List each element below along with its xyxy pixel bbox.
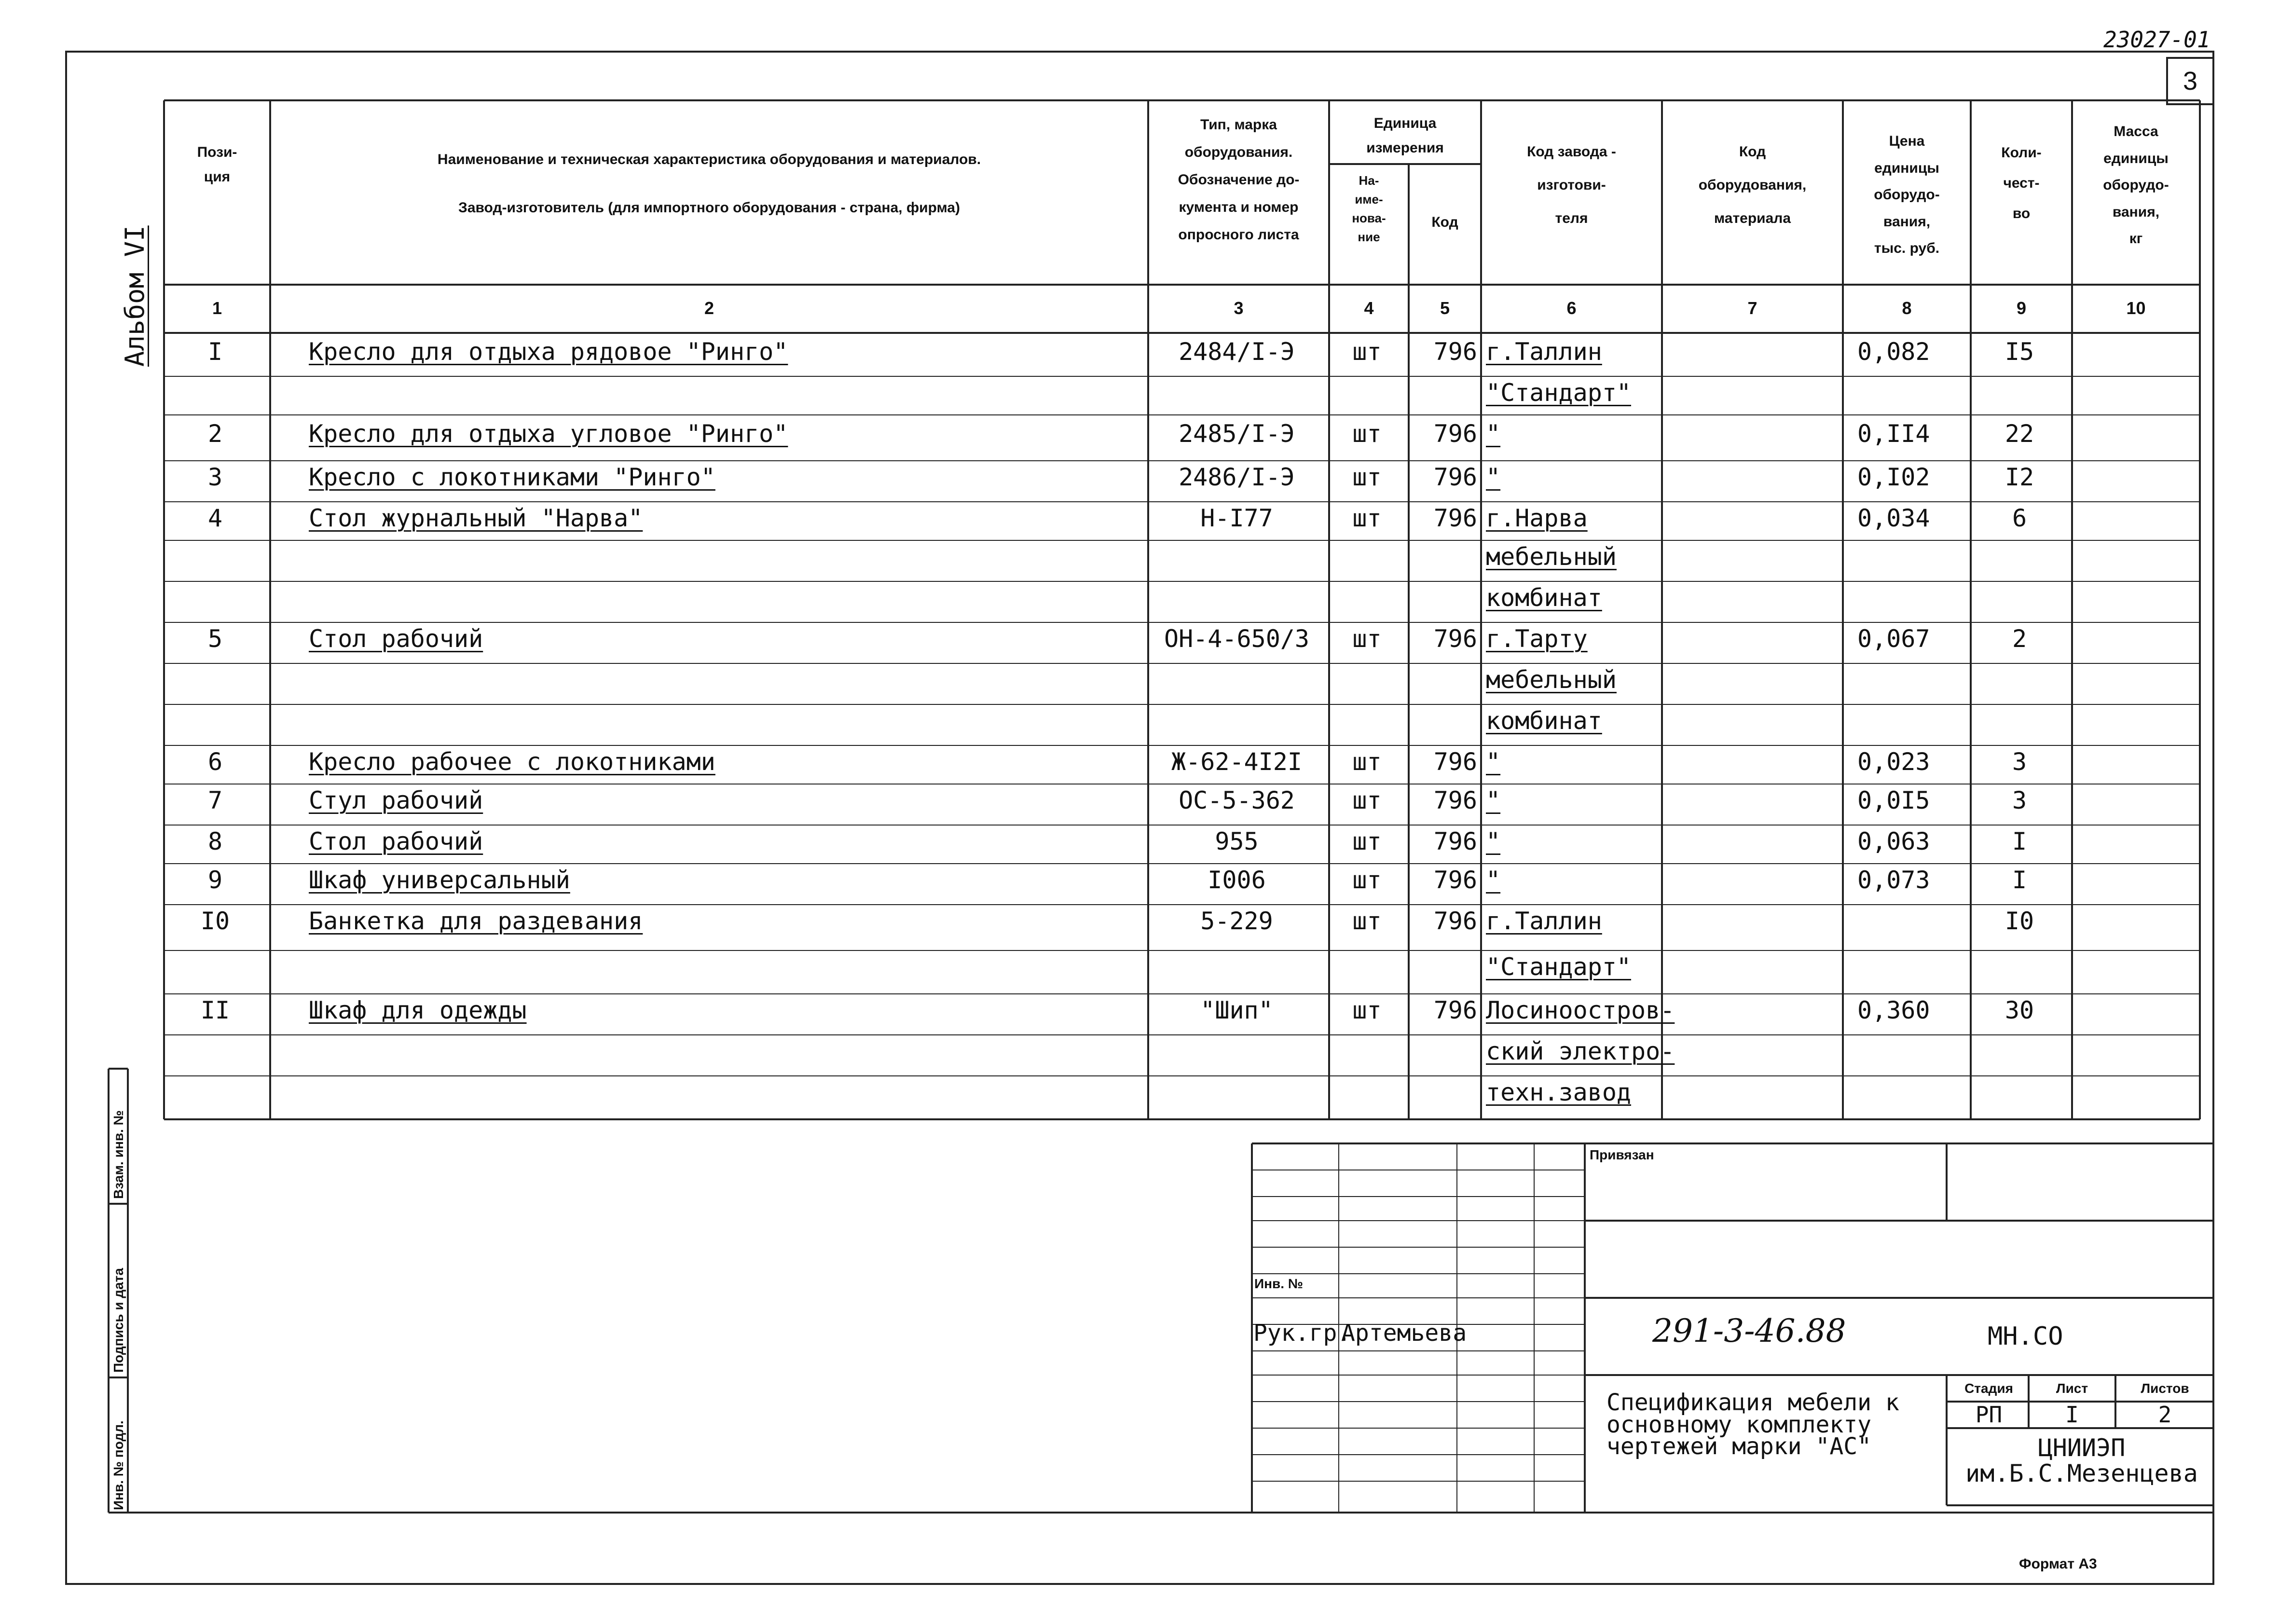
cell-qty: I2 <box>2004 463 2034 491</box>
header-plant: Код завода - изготови- теля <box>1527 144 1616 226</box>
cell-qty: 6 <box>2012 504 2027 532</box>
cell-name: Кресло с локотниками "Ринго" <box>309 463 715 491</box>
cell-type: I006 <box>1208 866 1266 894</box>
col-num-2: 2 <box>704 298 714 318</box>
header-unit-code: Код <box>1431 214 1458 230</box>
cell-pos: 8 <box>207 827 223 855</box>
col-num-6: 6 <box>1566 298 1577 318</box>
col-num-4: 4 <box>1364 298 1374 318</box>
cell-name: Кресло рабочее с локотниками <box>309 748 715 776</box>
cell-qty: I0 <box>2004 907 2034 935</box>
cell-plant: " <box>1486 420 1501 448</box>
cell-name: Банкетка для раздевания <box>309 907 643 935</box>
header-unit-name: На- име- нова- ние <box>1352 173 1386 244</box>
cell-type: 2486/I-Э <box>1179 463 1295 491</box>
cell-code: 796 <box>1433 827 1477 855</box>
cell-qty: 3 <box>2012 786 2027 814</box>
stamp-doc-code: 291-3-46.88 <box>1652 1312 1846 1349</box>
cell-price: 0,I02 <box>1857 463 1930 491</box>
header-qty: Коли- чест- во <box>2001 145 2042 221</box>
cell-name: Стол журнальный "Нарва" <box>309 504 643 532</box>
cell-price: 0,II4 <box>1857 420 1930 448</box>
cell-code: 796 <box>1433 786 1477 814</box>
cell-plant: комбинат <box>1486 707 1602 735</box>
cell-code: 796 <box>1433 338 1477 366</box>
cell-qty: 30 <box>2004 996 2034 1024</box>
side-label-replacement: Взам. инв. № <box>111 1110 126 1199</box>
cell-type: Ж-62-4I2I <box>1171 748 1302 776</box>
header-type: Тип, марка оборудования. Обозначение до- кумента и номер опросного листа <box>1178 117 1300 243</box>
stamp-stage: РП <box>1975 1402 2003 1428</box>
cell-qty: 2 <box>2012 625 2027 653</box>
header-mass: Масса единицы оборудо- вания, кг <box>2103 124 2169 247</box>
stamp-stage-label: Стадия <box>1964 1381 2013 1396</box>
header-name-line2: Завод-изготовитель (для импортного оборудования - страна, фирма) <box>458 200 960 216</box>
cell-pos: 6 <box>207 748 223 776</box>
cell-code: 796 <box>1433 996 1477 1024</box>
cell-code: 796 <box>1433 463 1477 491</box>
cell-unit: шт <box>1352 504 1382 532</box>
cell-pos: 4 <box>207 504 223 532</box>
cell-qty: I5 <box>2004 338 2034 366</box>
format-label: Формат А3 <box>2019 1556 2097 1572</box>
stamp-linked: Привязан <box>1590 1147 1654 1162</box>
cell-price: 0,067 <box>1857 625 1930 653</box>
cell-price: 0,023 <box>1857 748 1930 776</box>
cell-type: 2484/I-Э <box>1179 338 1295 366</box>
cell-pos: 9 <box>207 866 223 894</box>
cell-price: 0,034 <box>1857 504 1930 532</box>
header-name-line1: Наименование и техническая характеристика оборудования и материалов. <box>437 151 981 167</box>
cell-plant: " <box>1486 748 1501 776</box>
col-num-9: 9 <box>2016 298 2027 318</box>
stamp-title: Спецификация мебели к основному комплекту чертежей марки "АС" <box>1606 1389 1899 1460</box>
stamp-inv-no: Инв. № <box>1254 1276 1304 1291</box>
cell-name: Шкаф для одежды <box>309 996 527 1024</box>
cell-qty: 3 <box>2012 748 2027 776</box>
cell-unit: шт <box>1352 827 1382 855</box>
cell-type: ОН-4-650/3 <box>1164 625 1310 653</box>
cell-unit: шт <box>1352 625 1382 653</box>
cell-unit: шт <box>1352 748 1382 776</box>
header-price: Цена единицы оборудо- вания, тыс. руб. <box>1874 133 1940 256</box>
cell-code: 796 <box>1433 504 1477 532</box>
album-label: Альбом VI <box>120 225 150 367</box>
cell-pos: II <box>200 996 230 1024</box>
cell-qty: 22 <box>2004 420 2034 448</box>
col-num-7: 7 <box>1747 298 1757 318</box>
stamp-sheets-label: Листов <box>2141 1381 2189 1396</box>
cell-price: 0,0I5 <box>1857 786 1930 814</box>
stamp-role: Рук.гр. <box>1253 1320 1351 1347</box>
stamp-org: ЦНИИЭП им.Б.С.Мезенцева <box>1965 1434 2198 1487</box>
sheet-corner-number: 3 <box>2166 57 2214 105</box>
col-num-5: 5 <box>1440 298 1450 318</box>
cell-plant: Лосиноостров- <box>1486 996 1675 1024</box>
side-label-signature-date: Подпись и дата <box>111 1268 126 1373</box>
cell-qty: I <box>2012 827 2027 855</box>
cell-name: Кресло для отдыха угловое "Ринго" <box>309 420 788 448</box>
cell-pos: I <box>207 338 223 366</box>
cell-unit: шт <box>1352 420 1382 448</box>
stamp-mark: МН.СО <box>1988 1322 2063 1351</box>
cell-plant: комбинат <box>1486 584 1602 612</box>
side-label-original-inv: Инв. № подл. <box>111 1420 126 1510</box>
header-unit: Единица измерения <box>1366 115 1444 156</box>
cell-code: 796 <box>1433 866 1477 894</box>
cell-type: 5-229 <box>1200 907 1273 935</box>
cell-plant: " <box>1486 463 1501 491</box>
cell-plant: мебельный <box>1486 543 1617 571</box>
cell-pos: 2 <box>207 420 223 448</box>
cell-plant: "Стандарт" <box>1486 953 1632 981</box>
cell-unit: шт <box>1352 866 1382 894</box>
cell-plant: техн.завод <box>1486 1078 1632 1106</box>
cell-price: 0,073 <box>1857 866 1930 894</box>
cell-plant: г.Таллин <box>1486 338 1602 366</box>
top-code: 23027-01 <box>2103 27 2210 53</box>
col-num-10: 10 <box>2126 298 2146 318</box>
cell-unit: шт <box>1352 996 1382 1024</box>
col-num-1: 1 <box>212 298 222 318</box>
cell-plant: " <box>1486 786 1501 814</box>
cell-plant: "Стандарт" <box>1486 379 1632 407</box>
stamp-sheet: I <box>2065 1402 2079 1428</box>
cell-name: Шкаф универсальный <box>309 866 570 894</box>
cell-pos: 3 <box>207 463 223 491</box>
cell-code: 796 <box>1433 907 1477 935</box>
cell-type: 2485/I-Э <box>1179 420 1295 448</box>
cell-plant: ский электро- <box>1486 1037 1675 1065</box>
header-pos: Пози- ция <box>197 144 237 185</box>
cell-type: ОС-5-362 <box>1179 786 1295 814</box>
header-equip-code: Код оборудования, материала <box>1698 144 1807 226</box>
cell-price: 0,360 <box>1857 996 1930 1024</box>
cell-type: "Шип" <box>1200 996 1273 1024</box>
stamp-sheet-label: Лист <box>2056 1381 2088 1396</box>
cell-name: Стол рабочий <box>309 827 483 855</box>
cell-pos: 5 <box>207 625 223 653</box>
cell-type: 955 <box>1215 827 1259 855</box>
col-num-3: 3 <box>1234 298 1244 318</box>
cell-name: Стул рабочий <box>309 786 483 814</box>
cell-name: Кресло для отдыха рядовое "Ринго" <box>309 338 788 366</box>
cell-qty: I <box>2012 866 2027 894</box>
stamp-person: Артемьева <box>1341 1320 1467 1347</box>
cell-pos: I0 <box>200 907 230 935</box>
cell-pos: 7 <box>207 786 223 814</box>
col-num-8: 8 <box>1902 298 1912 318</box>
cell-price: 0,082 <box>1857 338 1930 366</box>
cell-code: 796 <box>1433 625 1477 653</box>
cell-unit: шт <box>1352 786 1382 814</box>
cell-type: Н-I77 <box>1200 504 1273 532</box>
cell-price: 0,063 <box>1857 827 1930 855</box>
cell-name: Стол рабочий <box>309 625 483 653</box>
cell-code: 796 <box>1433 420 1477 448</box>
cell-unit: шт <box>1352 338 1382 366</box>
cell-plant: г.Тарту <box>1486 625 1588 653</box>
cell-unit: шт <box>1352 463 1382 491</box>
cell-unit: шт <box>1352 907 1382 935</box>
cell-plant: г.Таллин <box>1486 907 1602 935</box>
cell-plant: мебельный <box>1486 666 1617 694</box>
cell-plant: г.Нарва <box>1486 504 1588 532</box>
stamp-sheets: 2 <box>2158 1402 2172 1428</box>
cell-code: 796 <box>1433 748 1477 776</box>
cell-plant: " <box>1486 827 1501 855</box>
cell-plant: " <box>1486 866 1501 894</box>
